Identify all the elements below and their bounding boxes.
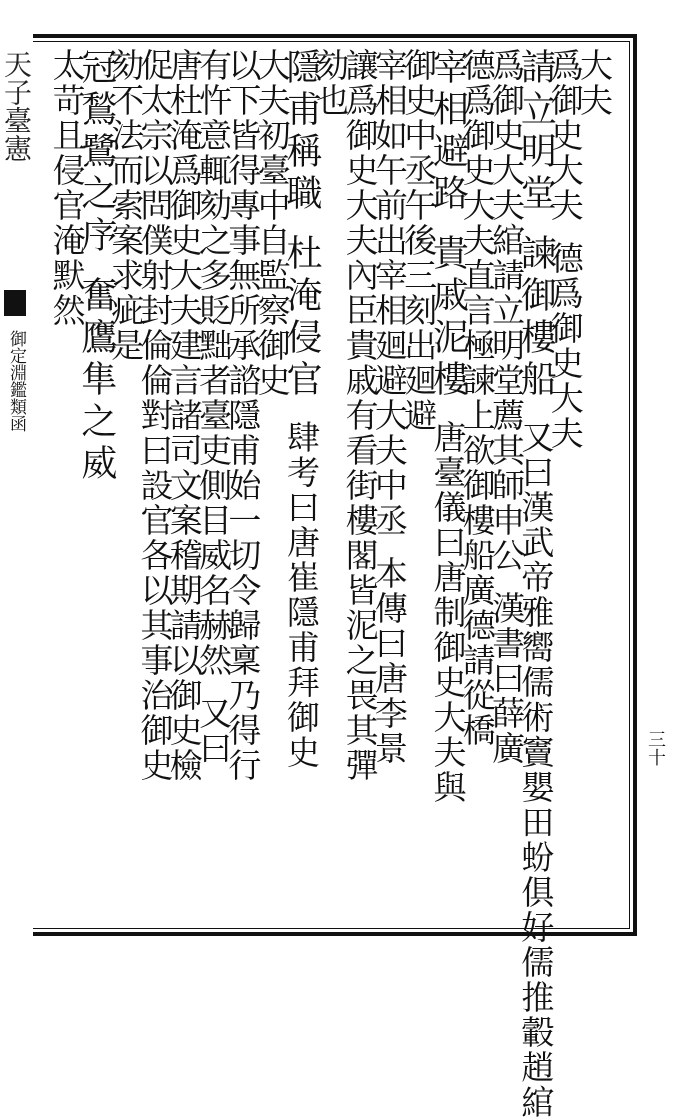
body-text: 讓爲御史大夫內臣貴戚有看街樓閣皆泥之畏其彈	[340, 48, 380, 783]
text-column	[575, 48, 615, 928]
page-number: 三十	[645, 730, 666, 766]
entry-heading: 奮鷹隼之威	[75, 276, 117, 486]
body-text: 爲御史大夫	[545, 48, 585, 223]
spine-book-title: 御定淵鑑類函	[6, 330, 26, 432]
text-column	[164, 48, 205, 928]
body-text: 促太宗以問僕射封倫倫對曰設官各以其事治御史	[135, 48, 175, 783]
text-column	[75, 48, 117, 928]
text-column	[487, 48, 527, 928]
entry-heading: 諫御樓船	[515, 234, 557, 402]
entry-heading: 宰相避路	[427, 48, 469, 216]
text-column	[399, 48, 439, 928]
annotation-text: 又曰漢武帝雅嚮儒術竇嬰田蚡俱好儒推轂趙綰	[516, 420, 556, 1120]
body-text: 劾不法而索案求疵是	[106, 48, 146, 363]
text-column	[457, 48, 498, 928]
entry-heading: 冠鶖鷺之序	[75, 48, 117, 258]
entry-heading: 杜淹侵官	[281, 234, 322, 402]
text-column	[135, 48, 176, 928]
text-column	[515, 48, 557, 1120]
text-column	[106, 48, 146, 928]
text-column	[47, 48, 88, 928]
annotation-text: 肆考曰唐崔隱甫拜御史	[282, 420, 321, 770]
spine-top-text: 天子臺憲	[0, 50, 33, 162]
text-column	[194, 48, 234, 928]
text-column	[311, 48, 351, 928]
body-text: 以下皆得專事無所承諮隱甫始一切令歸稟乃得行	[223, 48, 263, 783]
text-column	[369, 48, 410, 928]
body-text: 有忤意輒劾之多貶黜者臺吏側目威名赫然	[194, 48, 234, 678]
body-text: 德爲御史大夫直言極諫上欲御樓船廣德請從橋	[457, 48, 497, 748]
body-text: 本傳曰唐李景	[369, 556, 409, 766]
body-text: 又曰	[194, 696, 234, 766]
body-text: 宰相如午前出宰相廻避大夫中丞	[369, 48, 409, 538]
body-text: 御史中丞午後三刻出廻避	[399, 48, 439, 433]
text-column	[545, 48, 586, 928]
entry-heading: 隱甫稱職	[281, 48, 322, 216]
body-text: 太苛且侵官淹默然	[47, 48, 87, 328]
body-text: 唐杜淹爲御史大夫建言諸司文案稽期請以御史檢	[164, 48, 204, 783]
body-text: 大夫初臺中自監察御史	[252, 48, 292, 398]
entry-heading: 請立明堂	[515, 48, 557, 216]
annotation-text: 唐臺儀曰唐制御史大夫與	[428, 420, 468, 805]
text-column	[281, 48, 322, 928]
spine-fold-mark	[4, 290, 26, 316]
body-text: 德爲御史大夫	[545, 241, 585, 451]
body-text: 大夫	[575, 48, 614, 118]
text-column	[223, 48, 263, 928]
body-text: 漢書曰薛廣	[487, 591, 527, 766]
body-text: 劾也	[311, 48, 351, 118]
body-text: 爲御史大夫綰請立明堂薦其師申公	[487, 48, 527, 573]
text-column	[252, 48, 293, 928]
text-column	[427, 48, 469, 928]
entry-heading: 貴戚泥樓	[427, 234, 469, 402]
text-column	[340, 48, 381, 928]
